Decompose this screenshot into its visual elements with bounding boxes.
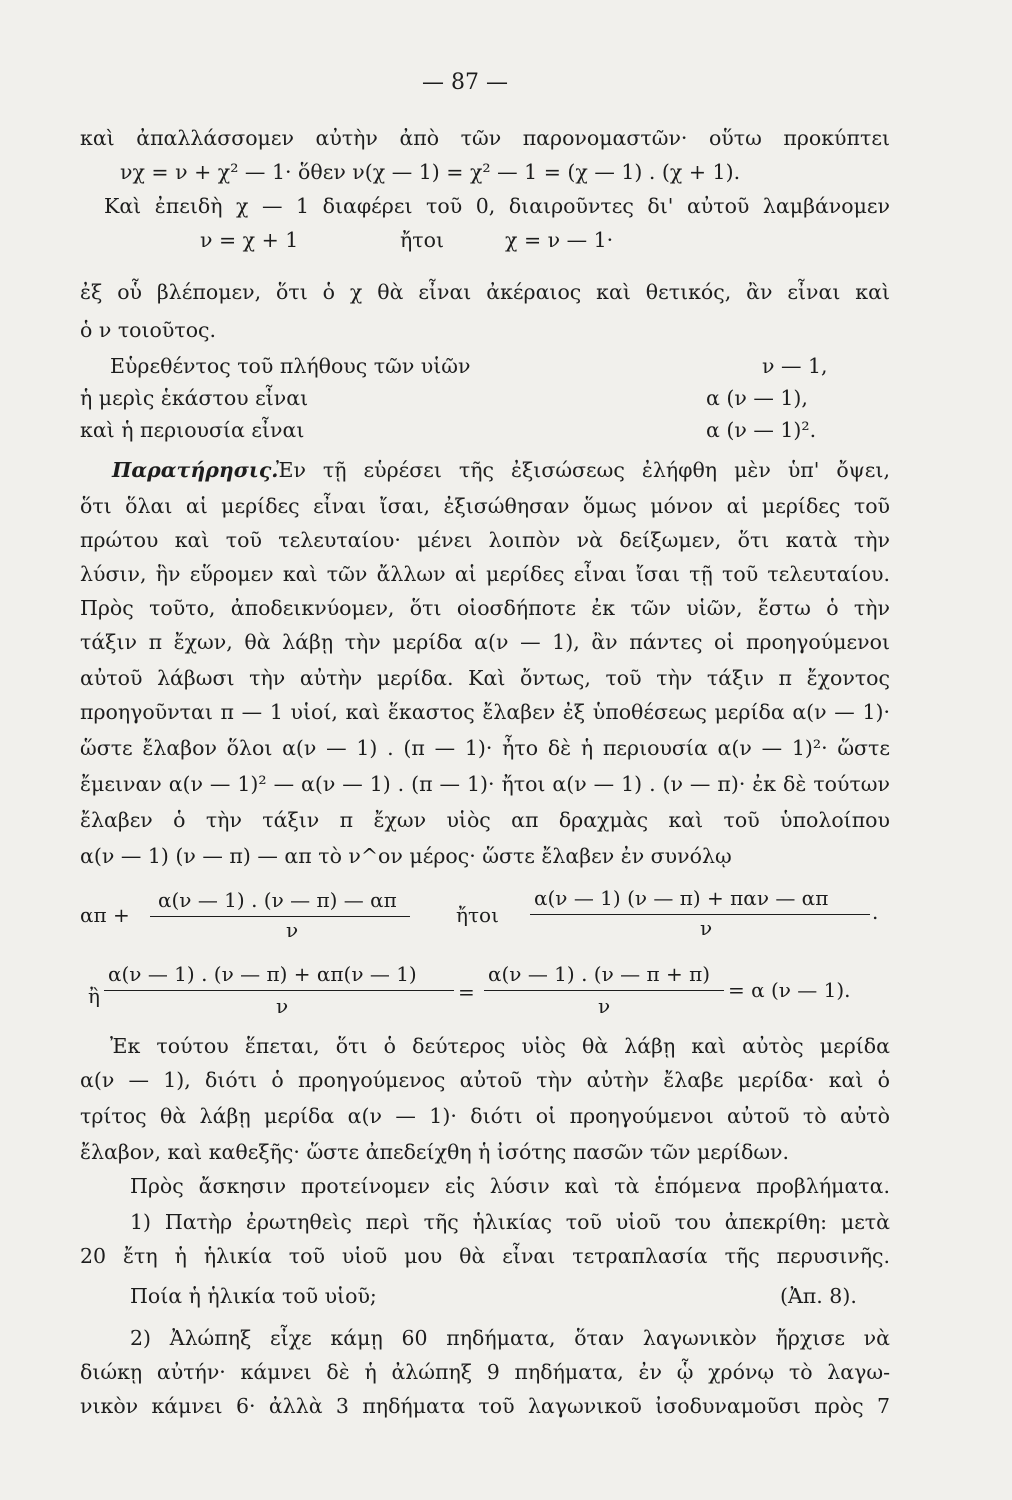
- text-line: πρώτου καὶ τοῦ τελευταίου· μένει λοιπὸν νὰ δείξωμεν, ὅτι κατὰ τὴν: [80, 528, 890, 552]
- equation-part: α (ν — 1)².: [706, 418, 817, 442]
- text-line: τρίτος θὰ λάβῃ μερίδα α(ν — 1)· διότι οἱ προηγούμενοι αὐτοῦ τὸ αὐτὸ: [80, 1104, 890, 1128]
- fraction-numerator: α(ν — 1) (ν — π) + παν — απ: [534, 886, 829, 910]
- fraction-numerator: α(ν — 1) . (ν — π) — απ: [158, 888, 397, 912]
- remark-heading: Παρατήρησις.: [112, 458, 279, 482]
- text-line: ἡ μερὶς ἑκάστου εἶναι: [80, 386, 309, 410]
- formula-prefix: απ +: [80, 903, 130, 927]
- text-line: Πρὸς ἄσκησιν προτείνομεν εἰς λύσιν καὶ τὰ ἑπόμενα προβλήματα.: [130, 1174, 890, 1198]
- equation-part: ἤτοι: [400, 228, 445, 252]
- text-line: Εὑρεθέντος τοῦ πλήθους τῶν υἱῶν: [110, 354, 471, 378]
- text-line: ἔλαβον, καὶ καθεξῆς· ὥστε ἀπεδείχθη ἡ ἰσότης πασῶν τῶν μερίδων.: [80, 1140, 790, 1164]
- text-line: ὁ ν τοιοῦτος.: [80, 318, 217, 342]
- text-line: διώκῃ αὐτήν· κάμνει δὲ ἡ ἀλώπηξ 9 πηδήματα, ἐν ᾧ χρόνῳ τὸ λαγω-: [80, 1360, 890, 1384]
- text-line: ἔμειναν α(ν — 1)² — α(ν — 1) . (π — 1)· ἤτοι α(ν — 1) . (ν — π)· ἐκ δὲ τούτων: [80, 772, 890, 796]
- text-line: 2) Ἀλώπηξ εἶχε κάμῃ 60 πηδήματα, ὅταν λαγωνικὸν ἤρχισε νὰ: [130, 1326, 890, 1350]
- page-number: — 87 —: [422, 70, 508, 95]
- fraction-denominator: ν: [598, 994, 611, 1018]
- formula-prefix: ἢ: [88, 984, 100, 1008]
- equation-part: ν = χ + 1: [200, 228, 299, 252]
- text-line: καὶ ἡ περιουσία εἶναι: [80, 418, 305, 442]
- fraction-denominator: ν: [276, 994, 289, 1018]
- text-line: α(ν — 1) (ν — π) — απ τὸ ν^ον μέρος· ὥστε ἔλαβεν ἐν συνόλῳ: [80, 844, 732, 868]
- text-line: Πρὸς τοῦτο, ἀποδεικνύομεν, ὅτι οἱοσδήποτε ἐκ τῶν υἱῶν, ἔστω ὁ τὴν: [80, 596, 890, 620]
- text-line: ὅτι ὅλαι αἱ μερίδες εἶναι ἴσαι, ἐξισώθησαν ὅμως μόνον αἱ μερίδες τοῦ: [80, 494, 890, 518]
- text-line: 20 ἔτη ἡ ἡλικία τοῦ υἱοῦ μου θὰ εἶναι τετραπλασία τῆς περυσινῆς.: [80, 1244, 890, 1268]
- text-line: Καὶ ἐπειδὴ χ — 1 διαφέρει τοῦ 0, διαιροῦντες δι' αὐτοῦ λαμβάνομεν: [104, 194, 890, 218]
- text-line: αὐτοῦ λάβωσι τὴν αὐτὴν μερίδα. Καὶ ὄντως, τοῦ τὴν τάξιν π ἔχοντος: [80, 666, 890, 690]
- fraction-bar: [104, 990, 454, 991]
- text-line: προηγοῦνται π — 1 υἱοί, καὶ ἕκαστος ἔλαβεν ἐξ ὑποθέσεως μερίδα α(ν — 1)·: [80, 700, 890, 724]
- formula-suffix: .: [872, 900, 879, 924]
- equation-part: α (ν — 1),: [706, 386, 808, 410]
- fraction-bar: [484, 990, 724, 991]
- fraction-numerator: α(ν — 1) . (ν — π + π): [488, 962, 711, 986]
- text-line: ὥστε ἔλαβον ὅλοι α(ν — 1) . (π — 1)· ἦτο δὲ ἡ περιουσία α(ν — 1)²· ὥστε: [80, 736, 890, 760]
- fraction-denominator: ν: [286, 918, 299, 942]
- fraction-denominator: ν: [700, 916, 713, 940]
- equation-part: ν — 1,: [762, 354, 828, 378]
- text-line: α(ν — 1), διότι ὁ προηγούμενος αὐτοῦ τὴν αὐτὴν ἔλαβε μερίδα· καὶ ὁ: [80, 1068, 890, 1092]
- fraction-numerator: α(ν — 1) . (ν — π) + απ(ν — 1): [108, 962, 417, 986]
- fraction-bar: [150, 916, 410, 917]
- text-line: Ἐκ τούτου ἕπεται, ὅτι ὁ δεύτερος υἱὸς θὰ λάβῃ καὶ αὐτὸς μερίδα: [110, 1034, 890, 1058]
- text-line: τάξιν π ἔχων, θὰ λάβῃ τὴν μερίδα α(ν — 1), ἂν πάντες οἱ προηγούμενοι: [80, 630, 890, 654]
- text-line: ἔλαβεν ὁ τὴν τάξιν π ἔχων υἱὸς απ δραχμὰς καὶ τοῦ ὑπολοίπου: [80, 808, 890, 832]
- formula-result: = α (ν — 1).: [728, 978, 851, 1002]
- formula-word: ἤτοι: [456, 903, 499, 927]
- text-line: καὶ ἀπαλλάσσομεν αὐτὴν ἀπὸ τῶν παρονομαστῶν· οὕτω προκύπτει: [80, 126, 890, 150]
- equation-part: χ = ν — 1·: [505, 228, 614, 252]
- equation-line: νχ = ν + χ² — 1· ὅθεν ν(χ — 1) = χ² — 1 = (χ — 1) . (χ + 1).: [120, 160, 741, 184]
- text-line: λύσιν, ἣν εὕρομεν καὶ τῶν ἄλλων αἱ μερίδες εἶναι ἴσαι τῇ τοῦ τελευταίου.: [80, 562, 890, 586]
- text-line: ἐξ οὗ βλέπομεν, ὅτι ὁ χ θὰ εἶναι ἀκέραιος καὶ θετικός, ἂν εἶναι καὶ: [80, 280, 890, 304]
- text-line: Ἐν τῇ εὑρέσει τῆς ἐξισώσεως ἐλήφθη μὲν ὑπ' ὄψει,: [276, 458, 890, 482]
- equals-sign: =: [458, 980, 475, 1004]
- text-line: 1) Πατὴρ ἐρωτηθεὶς περὶ τῆς ἡλικίας τοῦ υἱοῦ του ἀπεκρίθη: μετὰ: [130, 1210, 890, 1234]
- text-line: νικὸν κάμνει 6· ἀλλὰ 3 πηδήματα τοῦ λαγωνικοῦ ἰσοδυναμοῦσι πρὸς 7: [80, 1394, 890, 1418]
- answer-text: (Ἀπ. 8).: [780, 1284, 857, 1308]
- text-line: Ποία ἡ ἡλικία τοῦ υἱοῦ;: [130, 1284, 377, 1308]
